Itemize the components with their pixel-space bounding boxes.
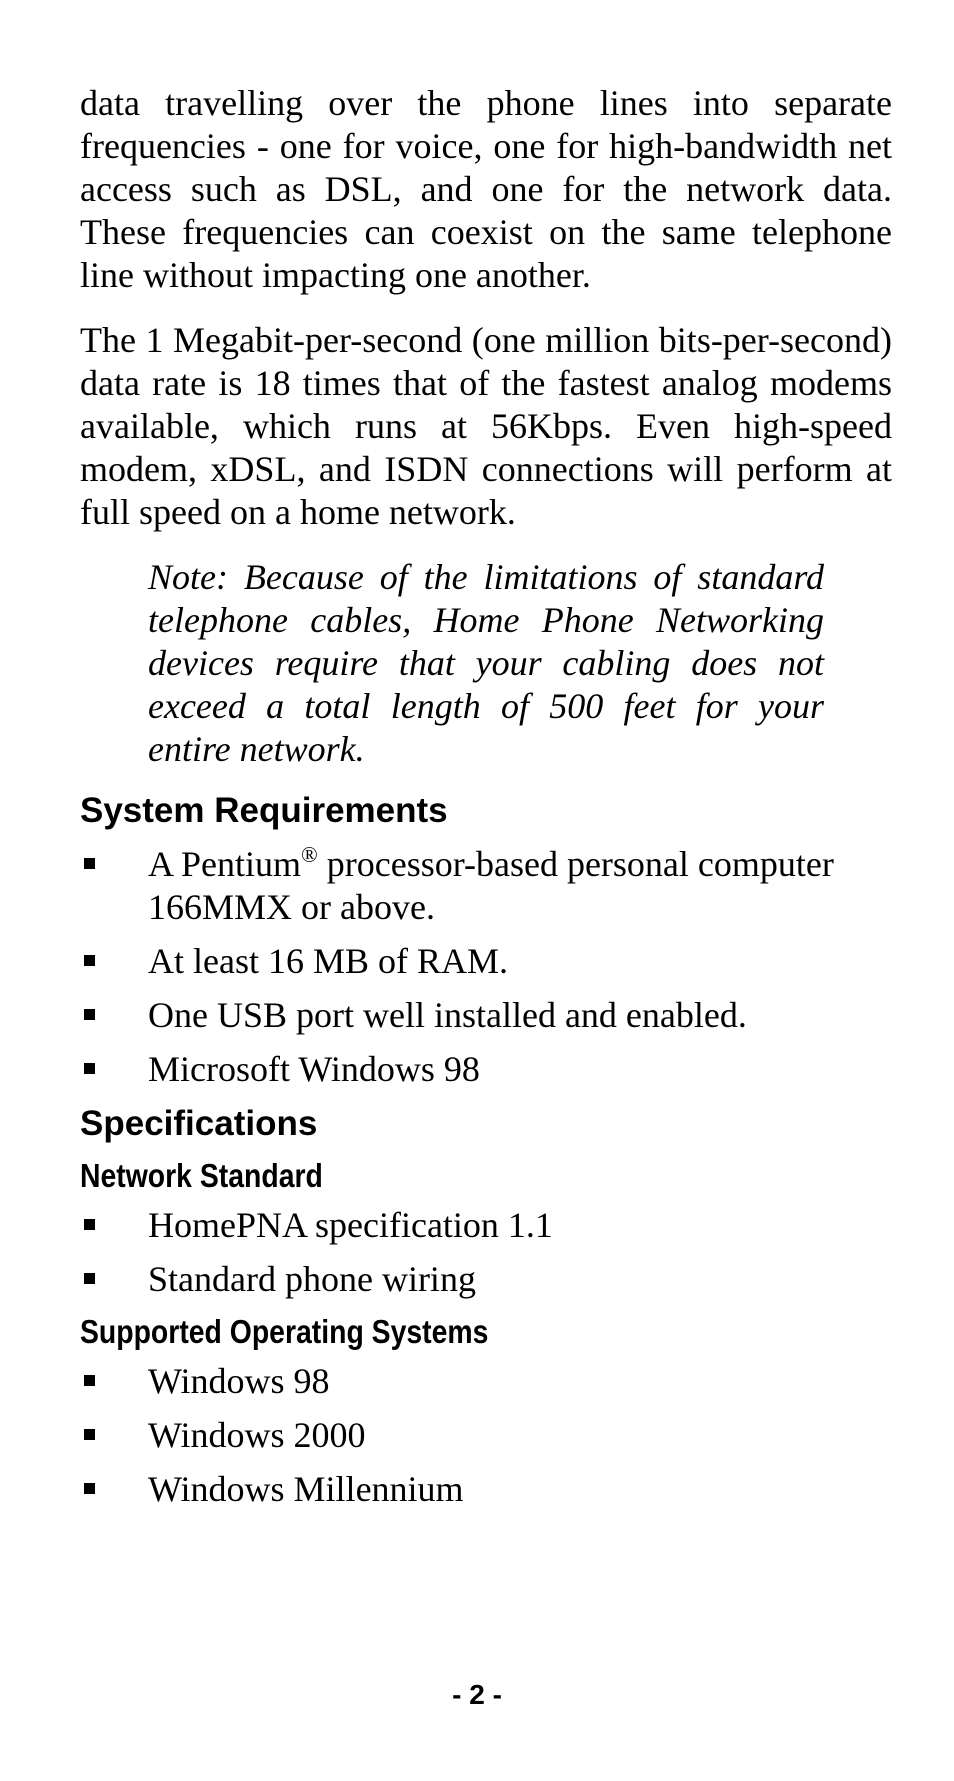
list-item-text: Windows 98	[148, 1361, 330, 1401]
system-requirements-heading: System Requirements	[80, 791, 448, 830]
body-paragraph: data travelling over the phone lines into separate frequencies - one for voice, one for high-bandwidth net access such as DSL, and one for the network data. These frequencies can coexist on the same telephone line without impacting one another.	[80, 83, 892, 295]
bullet-icon	[84, 1009, 95, 1020]
list-item-text: One USB port well installed and enabled.	[148, 995, 747, 1035]
bullet-icon	[84, 1483, 95, 1494]
list-item-text-end: processor-based personal computer 166MMX or above.	[148, 844, 834, 927]
list-item	[80, 1258, 892, 1301]
supported-os-list	[80, 1360, 892, 1511]
supported-os-heading: Supported Operating Systems	[80, 1313, 489, 1350]
network-standard-heading: Network Standard	[80, 1157, 323, 1194]
body-paragraph: The 1 Megabit-per-second (one million bits-per-second) data rate is 18 times that of the fastest analog modems available, which runs at 56Kbps. Even high-speed modem, xDSL, and ISDN connections will perform at full speed on a home network.	[80, 320, 892, 532]
list-item-text: At least 16 MB of RAM.	[148, 941, 508, 981]
bullet-icon	[84, 1219, 95, 1230]
bullet-icon	[84, 1375, 95, 1386]
bullet-icon	[84, 1063, 95, 1074]
list-item	[80, 1414, 892, 1457]
specifications-heading: Specifications	[80, 1104, 318, 1143]
page-number: - 2 -	[452, 1679, 502, 1710]
list-item-text: Microsoft Windows 98	[148, 1049, 480, 1089]
registered-mark: ®	[301, 842, 318, 867]
list-item-text: Standard phone wiring	[148, 1259, 476, 1299]
bullet-icon	[84, 1429, 95, 1440]
network-standard-list	[80, 1204, 892, 1301]
list-item	[80, 1048, 892, 1091]
document-page	[80, 82, 892, 1522]
bullet-icon	[84, 955, 95, 966]
list-item-text: HomePNA specification 1.1	[148, 1205, 553, 1245]
system-requirements-list	[80, 843, 892, 1091]
list-item-text: Windows Millennium	[148, 1469, 464, 1509]
bullet-icon	[84, 858, 95, 869]
note-paragraph: Note: Because of the limitations of standard telephone cables, Home Phone Networking devices require that your cabling does not exceed a total length of 500 feet for your entire network.	[148, 557, 824, 769]
list-item	[80, 994, 892, 1037]
list-item-text-start: A Pentium	[148, 844, 302, 884]
list-item	[80, 940, 892, 983]
bullet-icon	[84, 1273, 95, 1284]
list-item	[80, 1468, 892, 1511]
list-item	[80, 1360, 892, 1403]
list-item	[80, 1204, 892, 1247]
list-item	[80, 843, 892, 929]
list-item-text: Windows 2000	[148, 1415, 366, 1455]
